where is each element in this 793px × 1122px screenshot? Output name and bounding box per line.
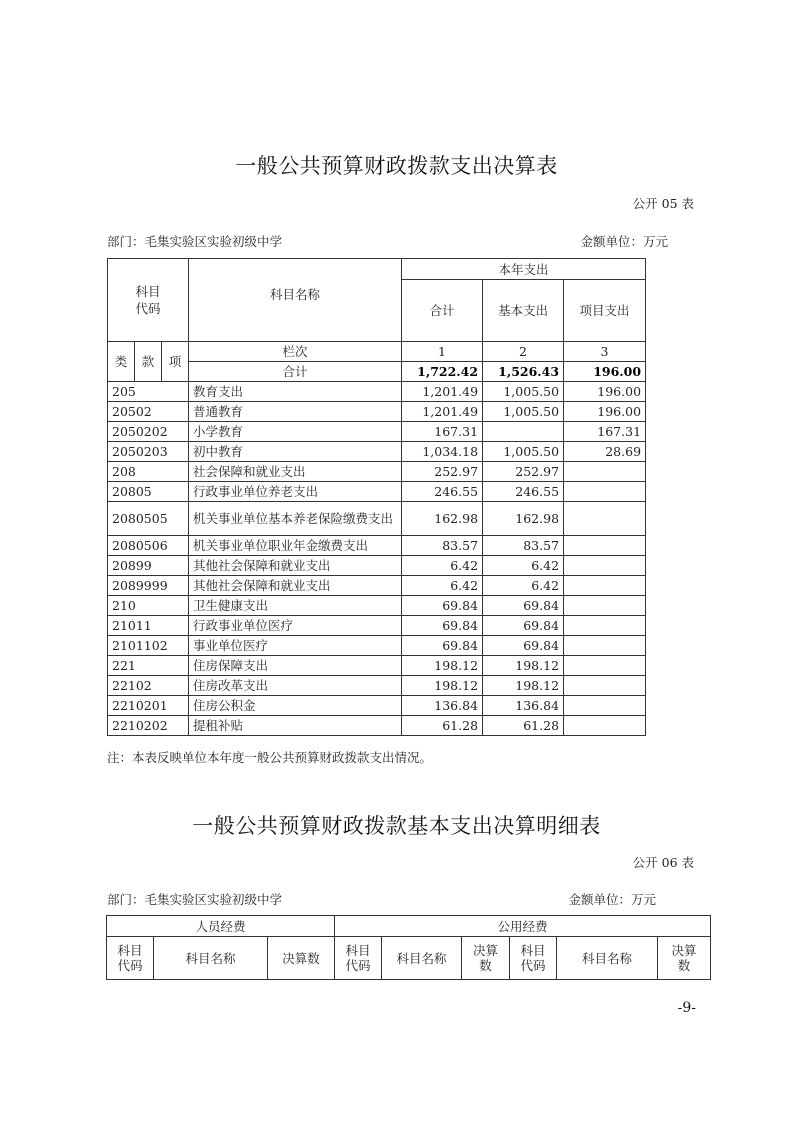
row-basic: 1,005.50 xyxy=(483,442,564,462)
row-name: 初中教育 xyxy=(189,442,402,462)
row-project xyxy=(564,482,646,502)
group-public: 公用经费 xyxy=(335,916,711,937)
table-row xyxy=(108,676,646,696)
row-project xyxy=(564,616,646,636)
row-name: 小学教育 xyxy=(189,422,402,442)
row-total: 6.42 xyxy=(402,576,483,596)
row-project xyxy=(564,556,646,576)
row-basic: 69.84 xyxy=(483,636,564,656)
row-name: 行政事业单位养老支出 xyxy=(189,482,402,502)
table-row xyxy=(108,696,646,716)
row-total: 69.84 xyxy=(402,616,483,636)
col-amount-2: 决算 数 xyxy=(462,937,510,980)
table-row xyxy=(108,502,646,536)
column-no-2: 2 xyxy=(483,342,564,362)
row-project: 167.31 xyxy=(564,422,646,442)
row-name: 卫生健康支出 xyxy=(189,596,402,616)
row-code: 20899 xyxy=(108,556,189,576)
row-code: 20502 xyxy=(108,402,189,422)
row-basic: 1,005.50 xyxy=(483,382,564,402)
row-name: 机关事业单位职业年金缴费支出 xyxy=(189,536,402,556)
row-basic: 69.84 xyxy=(483,596,564,616)
table05-note: 注：本表反映单位本年度一般公共预算财政拨款支出情况。 xyxy=(107,750,433,765)
table06-number: 公开 06 表 xyxy=(632,855,694,870)
col-name-1: 科目名称 xyxy=(154,937,268,980)
row-project xyxy=(564,536,646,556)
row-name: 其他社会保障和就业支出 xyxy=(189,576,402,596)
table-row xyxy=(108,636,646,656)
table-row xyxy=(108,442,646,462)
table05-number: 公开 05 表 xyxy=(632,196,694,211)
row-project: 196.00 xyxy=(564,382,646,402)
row-total: 1,201.49 xyxy=(402,402,483,422)
table05-title: 一般公共预算财政拨款支出决算表 xyxy=(235,154,558,178)
row-code: 22102 xyxy=(108,676,189,696)
row-basic: 136.84 xyxy=(483,696,564,716)
header-project: 项目支出 xyxy=(564,280,646,342)
row-code: 2089999 xyxy=(108,576,189,596)
row-total: 198.12 xyxy=(402,656,483,676)
row-code: 221 xyxy=(108,656,189,676)
header-year-expense: 本年支出 xyxy=(402,259,646,280)
row-code: 2050202 xyxy=(108,422,189,442)
header-name: 科目名称 xyxy=(189,259,402,342)
row-total: 1,201.49 xyxy=(402,382,483,402)
row-project xyxy=(564,656,646,676)
row-basic: 198.12 xyxy=(483,676,564,696)
row-code: 2101102 xyxy=(108,636,189,656)
table05 xyxy=(107,258,646,736)
sum-label: 合计 xyxy=(189,362,402,382)
row-name: 行政事业单位医疗 xyxy=(189,616,402,636)
table-row xyxy=(108,656,646,676)
table06-department: 部门：毛集实验区实验初级中学 xyxy=(107,892,283,907)
row-project xyxy=(564,676,646,696)
row-name: 住房保障支出 xyxy=(189,656,402,676)
header-lei: 类 xyxy=(108,342,135,382)
row-total: 246.55 xyxy=(402,482,483,502)
col-name-2: 科目名称 xyxy=(382,937,462,980)
row-total: 6.42 xyxy=(402,556,483,576)
row-total: 162.98 xyxy=(402,502,483,536)
page-number: -9- xyxy=(677,1000,696,1016)
row-basic: 1,005.50 xyxy=(483,402,564,422)
row-project: 196.00 xyxy=(564,402,646,422)
row-basic: 252.97 xyxy=(483,462,564,482)
row-name: 住房改革支出 xyxy=(189,676,402,696)
table-row xyxy=(108,576,646,596)
table05-unit: 金额单位：万元 xyxy=(580,234,668,249)
row-code: 208 xyxy=(108,462,189,482)
row-project xyxy=(564,636,646,656)
row-name: 其他社会保障和就业支出 xyxy=(189,556,402,576)
row-name: 教育支出 xyxy=(189,382,402,402)
row-code: 21011 xyxy=(108,616,189,636)
row-name: 事业单位医疗 xyxy=(189,636,402,656)
row-code: 2050203 xyxy=(108,442,189,462)
row-name: 普通教育 xyxy=(189,402,402,422)
column-no-3: 3 xyxy=(564,342,646,362)
table-row xyxy=(108,382,646,402)
group-personnel: 人员经费 xyxy=(107,916,335,937)
table-row xyxy=(108,596,646,616)
col-amount-1: 决算数 xyxy=(268,937,335,980)
row-name: 机关事业单位基本养老保险缴费支出 xyxy=(189,502,402,536)
header-total: 合计 xyxy=(402,280,483,342)
row-project xyxy=(564,576,646,596)
row-total: 69.84 xyxy=(402,636,483,656)
row-project xyxy=(564,502,646,536)
row-code: 210 xyxy=(108,596,189,616)
row-total: 198.12 xyxy=(402,676,483,696)
row-project xyxy=(564,716,646,736)
row-name: 社会保障和就业支出 xyxy=(189,462,402,482)
row-total: 83.57 xyxy=(402,536,483,556)
table06-unit: 金额单位：万元 xyxy=(568,892,656,907)
col-code-3: 科目 代码 xyxy=(510,937,557,980)
row-basic: 6.42 xyxy=(483,556,564,576)
row-basic: 61.28 xyxy=(483,716,564,736)
table-row xyxy=(108,462,646,482)
row-name: 提租补贴 xyxy=(189,716,402,736)
table06 xyxy=(106,915,711,980)
col-name-3: 科目名称 xyxy=(557,937,658,980)
sum-basic: 1,526.43 xyxy=(483,362,564,382)
table-row xyxy=(108,616,646,636)
row-code: 205 xyxy=(108,382,189,402)
row-basic: 6.42 xyxy=(483,576,564,596)
row-code: 2210201 xyxy=(108,696,189,716)
row-name: 住房公积金 xyxy=(189,696,402,716)
header-xiang: 项 xyxy=(162,342,189,382)
row-code: 20805 xyxy=(108,482,189,502)
table-row xyxy=(108,556,646,576)
row-code: 2080505 xyxy=(108,502,189,536)
header-kuan: 款 xyxy=(135,342,162,382)
table-row xyxy=(108,482,646,502)
table-row xyxy=(108,402,646,422)
sum-total: 1,722.42 xyxy=(402,362,483,382)
row-total: 136.84 xyxy=(402,696,483,716)
row-project xyxy=(564,696,646,716)
row-project xyxy=(564,462,646,482)
col-code-2: 科目 代码 xyxy=(335,937,382,980)
row-basic xyxy=(483,422,564,442)
table05-department: 部门：毛集实验区实验初级中学 xyxy=(107,234,283,249)
row-total: 252.97 xyxy=(402,462,483,482)
table-row xyxy=(108,716,646,736)
row-basic: 69.84 xyxy=(483,616,564,636)
col-code-1: 科目 代码 xyxy=(107,937,154,980)
table-row xyxy=(108,422,646,442)
sum-project: 196.00 xyxy=(564,362,646,382)
row-basic: 83.57 xyxy=(483,536,564,556)
table06-title: 一般公共预算财政拨款基本支出决算明细表 xyxy=(192,814,601,838)
row-project xyxy=(564,596,646,616)
header-basic: 基本支出 xyxy=(483,280,564,342)
row-total: 69.84 xyxy=(402,596,483,616)
row-total: 61.28 xyxy=(402,716,483,736)
row-basic: 162.98 xyxy=(483,502,564,536)
column-no-label: 栏次 xyxy=(189,342,402,362)
row-total: 1,034.18 xyxy=(402,442,483,462)
col-amount-3: 决算 数 xyxy=(658,937,711,980)
row-code: 2210202 xyxy=(108,716,189,736)
table-row xyxy=(108,536,646,556)
row-basic: 198.12 xyxy=(483,656,564,676)
row-basic: 246.55 xyxy=(483,482,564,502)
row-project: 28.69 xyxy=(564,442,646,462)
header-code: 科目 代码 xyxy=(108,259,189,342)
row-code: 2080506 xyxy=(108,536,189,556)
row-total: 167.31 xyxy=(402,422,483,442)
column-no-1: 1 xyxy=(402,342,483,362)
